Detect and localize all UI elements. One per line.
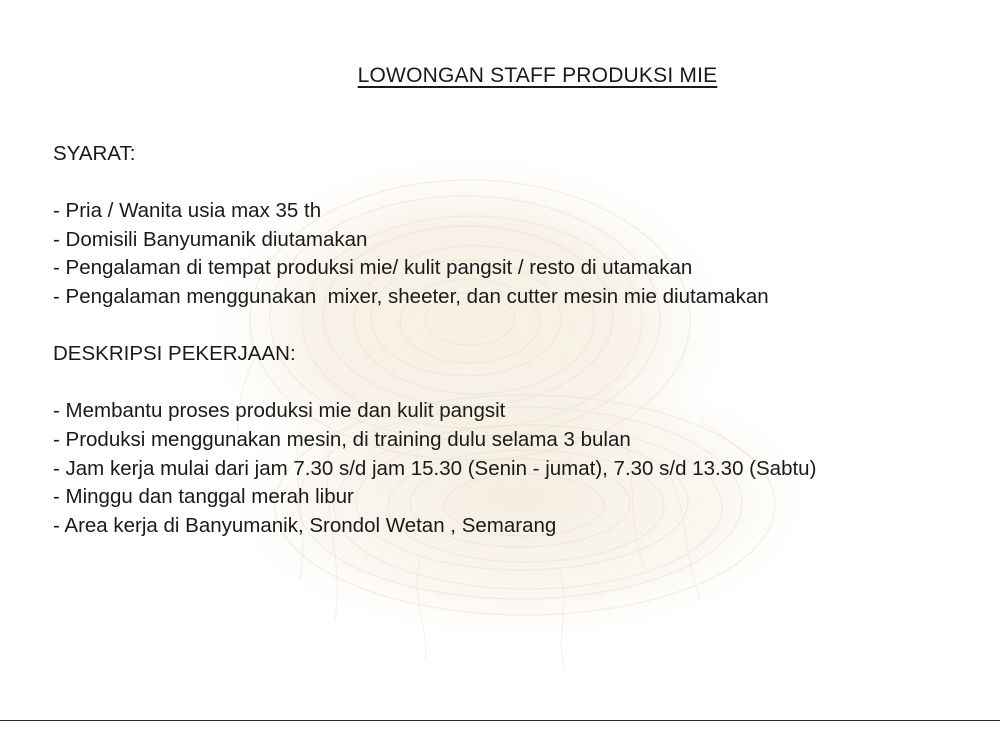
job-description-item: - Jam kerja mulai dari jam 7.30 s/d jam 15.30 (Senin - jumat), 7.30 s/d 13.30 (Sabtu) <box>53 456 817 480</box>
requirement-item: - Pengalaman menggunakan mixer, sheeter, dan cutter mesin mie diutamakan <box>53 284 769 308</box>
job-description-item: - Produksi menggunakan mesin, di training dulu selama 3 bulan <box>53 427 631 451</box>
job-description-item: - Membantu proses produksi mie dan kulit pangsit <box>53 399 506 423</box>
poster-title <box>0 64 1000 88</box>
requirements-list <box>53 197 973 311</box>
job-description-heading: DESKRIPSI PEKERJAAN: <box>53 342 296 366</box>
requirement-item: - Domisili Banyumanik diutamakan <box>53 227 368 251</box>
spacer <box>53 312 973 341</box>
requirement-item: - Pengalaman di tempat produksi mie/ kulit pangsit / resto di utamakan <box>53 256 693 280</box>
spacer <box>53 369 973 398</box>
bottom-divider <box>0 720 1000 721</box>
poster-title-text: LOWONGAN STAFF PRODUKSI MIE <box>357 64 718 87</box>
requirement-item: - Pria / Wanita usia max 35 th <box>53 199 322 223</box>
job-description-item: - Minggu dan tanggal merah libur <box>53 485 354 509</box>
spacer <box>53 169 973 198</box>
poster-content <box>53 140 973 540</box>
job-description-item: - Area kerja di Banyumanik, Srondol Wetan , Semarang <box>53 513 557 537</box>
job-description-list <box>53 397 973 540</box>
requirements-heading: SYARAT: <box>53 142 136 165</box>
